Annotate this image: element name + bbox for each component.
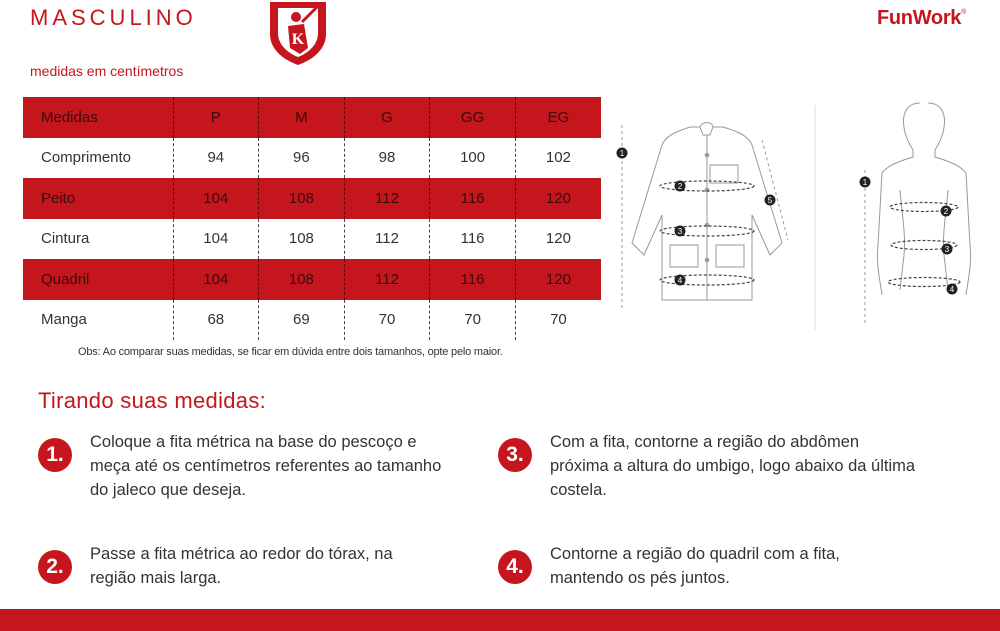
table-cell: 69 (259, 300, 345, 341)
page-title: MASCULINO (30, 5, 197, 30)
footer-bar (0, 609, 1000, 631)
step-text: Coloque a fita métrica na base do pescoço e meça até os centímetros referentes ao tamanho do jaleco que deseja. (90, 433, 442, 499)
brand-name: FunWork (876, 7, 962, 29)
measurement-figures (610, 95, 1000, 335)
brand-logo (877, 7, 966, 30)
table-cell: 70 (344, 300, 430, 341)
svg-text:2: 2 (677, 182, 683, 191)
column-header: EG (515, 97, 601, 138)
table-cell: 120 (515, 219, 601, 260)
table-cell: 112 (344, 259, 430, 300)
svg-text:5: 5 (767, 196, 773, 205)
table-cell: 120 (515, 178, 601, 219)
body-marker-4 (947, 284, 958, 295)
svg-text:4: 4 (677, 276, 683, 285)
table-cell: 96 (259, 138, 345, 179)
svg-text:1: 1 (619, 149, 625, 158)
table-cell: 104 (173, 259, 259, 300)
table-cell: 104 (173, 219, 259, 260)
step-number-badge: 4. (498, 550, 532, 584)
body-marker-3 (942, 244, 953, 255)
table-cell: 94 (173, 138, 259, 179)
size-table (23, 97, 601, 340)
jacket-marker-5 (765, 195, 776, 206)
table-row (23, 178, 601, 219)
column-header: G (344, 97, 430, 138)
svg-text:3: 3 (677, 227, 683, 236)
comparison-note: Obs: Ao comparar suas medidas, se ficar em dúvida entre dois tamanhos, opte pelo maior. (78, 346, 503, 358)
step-number-badge: 1. (38, 438, 72, 472)
instruction-step-3 (498, 430, 920, 502)
svg-text:3: 3 (944, 245, 950, 254)
table-row (23, 300, 601, 341)
table-cell: 112 (344, 178, 430, 219)
table-row (23, 259, 601, 300)
column-header: Medidas (23, 97, 173, 138)
step-number-badge: 3. (498, 438, 532, 472)
step-text: Contorne a região do quadril com a fita, mantendo os pés juntos. (550, 545, 840, 587)
row-label: Comprimento (41, 149, 132, 167)
svg-text:4: 4 (949, 285, 955, 294)
row-label: Peito (23, 178, 173, 219)
instructions-title: Tirando suas medidas: (38, 388, 267, 413)
table-cell: 104 (173, 178, 259, 219)
table-cell: 116 (430, 259, 516, 300)
step-text: Passe a fita métrica ao redor do tórax, na região mais larga. (90, 545, 393, 587)
table-cell: 70 (515, 300, 601, 341)
table-cell: 68 (173, 300, 259, 341)
table-cell: 108 (259, 219, 345, 260)
instruction-step-4 (498, 542, 890, 590)
table-cell: 108 (259, 178, 345, 219)
row-label: Quadril (23, 259, 173, 300)
jacket-illustration (619, 123, 788, 311)
units-subtitle: medidas em centímetros (30, 63, 184, 79)
row-label: Cintura (41, 230, 90, 248)
table-cell: 108 (259, 259, 345, 300)
step-number-badge: 2. (38, 550, 72, 584)
shield-logo-icon (268, 0, 328, 66)
column-header: GG (430, 97, 516, 138)
column-header: P (173, 97, 259, 138)
table-cell: 116 (430, 178, 516, 219)
instruction-step-1 (38, 430, 450, 502)
jacket-marker-1 (617, 148, 628, 159)
jacket-marker-3 (675, 226, 686, 237)
table-cell: 102 (515, 138, 601, 179)
step-text: Com a fita, contorne a região do abdômen próxima a altura do umbigo, logo abaixo da última costela. (550, 433, 916, 499)
table-cell: 120 (515, 259, 601, 300)
row-label: Manga (41, 311, 87, 329)
table-cell: 100 (430, 138, 516, 179)
table-row (23, 138, 601, 179)
instruction-step-2 (38, 542, 420, 590)
registered-mark: ® (961, 9, 966, 16)
table-cell: 70 (430, 300, 516, 341)
svg-text:1: 1 (862, 178, 868, 187)
svg-text:K: K (291, 31, 305, 48)
body-marker-1 (860, 177, 871, 188)
svg-text:2: 2 (943, 207, 949, 216)
body-marker-2 (941, 206, 952, 217)
column-header: M (259, 97, 345, 138)
table-cell: 98 (344, 138, 430, 179)
jacket-marker-4 (675, 275, 686, 286)
jacket-marker-2 (675, 181, 686, 192)
table-header-row (23, 97, 601, 138)
table-cell: 116 (430, 219, 516, 260)
table-row (23, 219, 601, 260)
table-cell: 112 (344, 219, 430, 260)
